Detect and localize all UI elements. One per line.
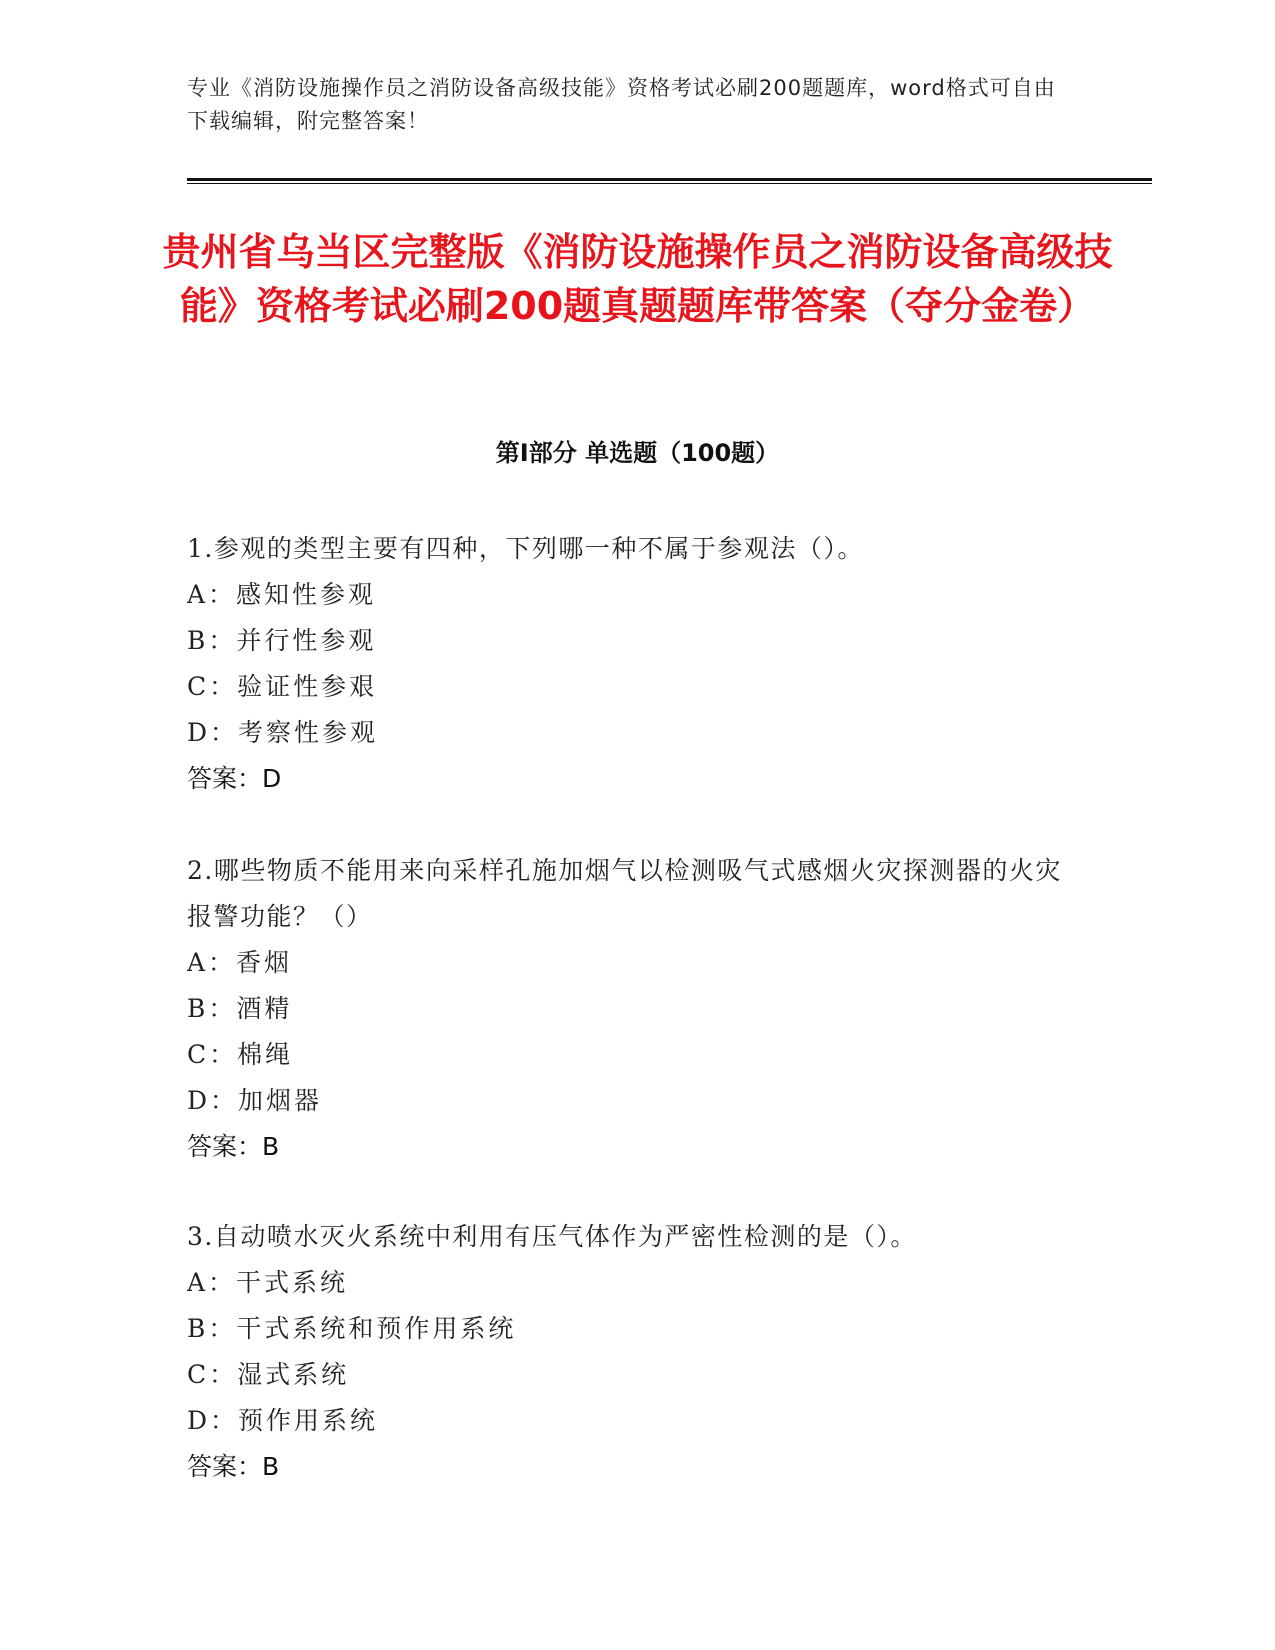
answer-value: D <box>262 764 282 793</box>
header-note: 专业《消防设施操作员之消防设备高级技能》资格考试必刷200题题库，word格式可自由下载编辑，附完整答案！ <box>187 76 1056 133</box>
section-title: 第Ⅰ部分 单选题（100题） <box>495 439 780 467</box>
option-b: B：并行性参观 <box>187 626 377 655</box>
question-text: 2.哪些物质不能用来向采样孔施加烟气以检测吸气式感烟火灾探测器的火灾报警功能？（） <box>187 856 1062 931</box>
question-text: 3.自动喷水灭火系统中利用有压气体作为严密性检测的是（）。 <box>187 1222 917 1251</box>
answer-value: B <box>262 1132 280 1161</box>
answer-line <box>187 756 1077 802</box>
answer-label: 答案： <box>187 1452 263 1481</box>
question-text: 1.参观的类型主要有四种，下列哪一种不属于参观法（）。 <box>187 534 864 563</box>
option-a: A：干式系统 <box>187 1268 349 1297</box>
answer-value: B <box>262 1452 280 1481</box>
option-c: C：验证性参艰 <box>187 672 378 701</box>
document-title: 贵州省乌当区完整版《消防设施操作员之消防设备高级技能》资格考试必刷200题真题题库带答案（夺分金卷） <box>162 230 1113 328</box>
question-1 <box>187 526 1077 802</box>
option-c: C：棉绳 <box>187 1040 294 1069</box>
answer-label: 答案： <box>187 1132 263 1161</box>
option-c: C：湿式系统 <box>187 1360 350 1389</box>
option-d: D：预作用系统 <box>187 1406 379 1435</box>
option-a: A：感知性参观 <box>187 580 377 609</box>
answer-line <box>187 1124 1077 1170</box>
question-3 <box>187 1214 1077 1490</box>
option-d: D：考察性参观 <box>187 718 379 747</box>
question-2 <box>187 848 1077 1170</box>
header-divider-thin <box>187 183 1152 184</box>
option-b: B：酒精 <box>187 994 293 1023</box>
header-divider-thick <box>187 178 1152 181</box>
answer-line <box>187 1444 1077 1490</box>
option-b: B：干式系统和预作用系统 <box>187 1314 517 1343</box>
answer-label: 答案： <box>187 764 263 793</box>
option-a: A：香烟 <box>187 948 293 977</box>
option-d: D：加烟器 <box>187 1086 323 1115</box>
